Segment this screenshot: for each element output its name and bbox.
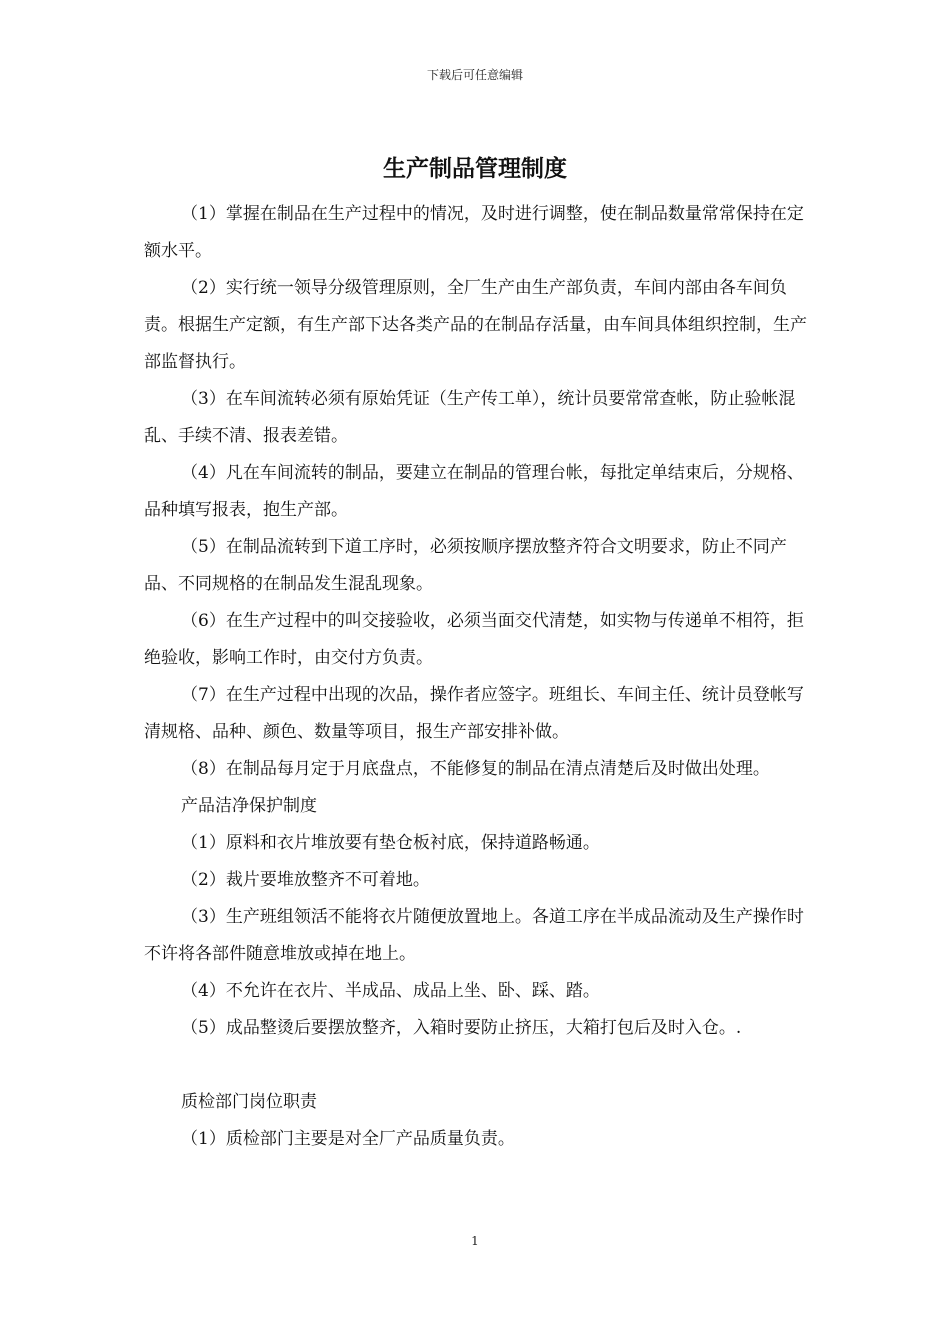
paragraph-8: （8）在制品每月定于月底盘点，不能修复的制品在清点清楚后及时做出处理。 [181,759,770,779]
paragraph-4: （4）凡在车间流转的制品，要建立在制品的管理台帐，每批定单结束后，分规格、品种填写报表，抱生产部。 [144,463,804,520]
section-heading-quality: 质检部门岗位职责 [181,1092,317,1112]
document-body [144,196,808,1158]
paragraph-2: （2）实行统一领导分级管理原则，全厂生产由生产部负责，车间内部由各车间负责。根据生产定额，有生产部下达各类产品的在制品存活量，由车间具体组织控制，生产部监督执行。 [144,278,807,372]
section-heading-cleanliness: 产品洁净保护制度 [181,796,317,816]
document-title: 生产制品管理制度 [383,156,567,182]
paragraph-6: （6）在生产过程中的叫交接验收，必须当面交代清楚，如实物与传递单不相符，拒绝验收，影响工作时，由交付方负责。 [144,611,804,668]
paragraph-5: （5）在制品流转到下道工序时，必须按顺序摆放整齐符合文明要求，防止不同产品、不同规格的在制品发生混乱现象。 [144,537,787,594]
cleanliness-item-1: （1）原料和衣片堆放要有垫仓板衬底，保持道路畅通。 [181,833,600,853]
page-number: 1 [471,1234,479,1248]
quality-item-1: （1）质检部门主要是对全厂产品质量负责。 [181,1129,515,1149]
paragraph-7: （7）在生产过程中出现的次品，操作者应签字。班组长、车间主任、统计员登帐写清规格、品种、颜色、数量等项目，报生产部安排补做。 [144,685,804,742]
cleanliness-item-5: （5）成品整烫后要摆放整齐，入箱时要防止挤压，大箱打包后及时入仓。. [181,1018,742,1038]
cleanliness-item-2: （2）裁片要堆放整齐不可着地。 [181,870,430,890]
cleanliness-item-3: （3）生产班组领活不能将衣片随便放置地上。各道工序在半成品流动及生产操作时不许将各部件随意堆放或掉在地上。 [144,907,804,964]
cleanliness-item-4: （4）不允许在衣片、半成品、成品上坐、卧、踩、踏。 [181,981,600,1001]
paragraph-3: （3）在车间流转必须有原始凭证（生产传工单），统计员要常常查帐，防止验帐混乱、手续不清、报表差错。 [144,389,796,446]
page-header: 下载后可任意编辑 [426,68,523,82]
paragraph-1: （1）掌握在制品在生产过程中的情况，及时进行调整，使在制品数量常常保持在定额水平。 [144,204,804,261]
